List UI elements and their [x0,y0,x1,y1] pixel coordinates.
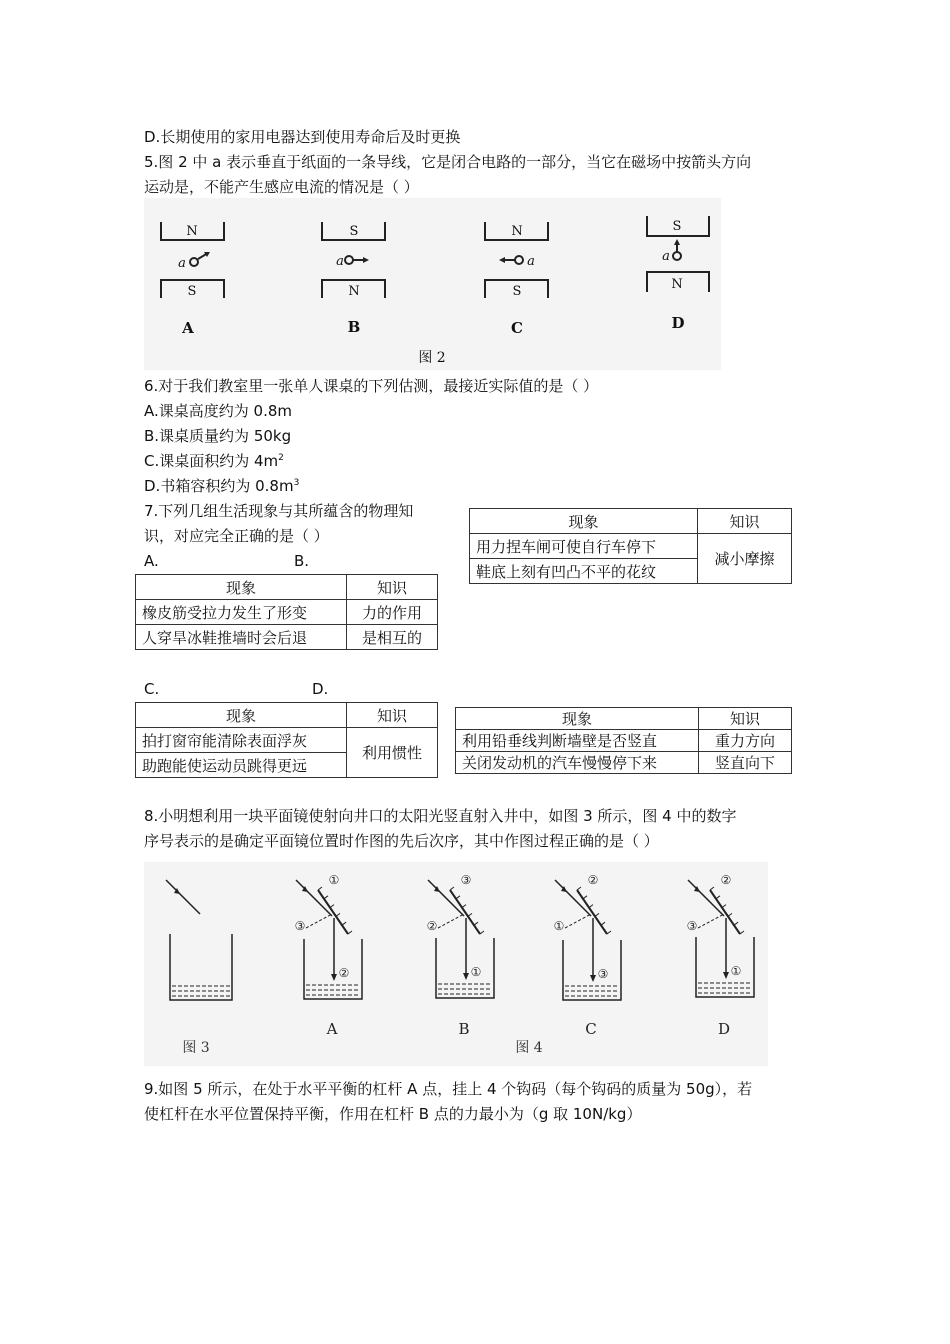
figure-4-svg [144,862,768,1066]
q6-option-a: A.课桌高度约为 0.8m [144,402,293,420]
fig4-step-label: ② [426,919,438,933]
table-c-header-phenomenon: 现象 [136,703,347,728]
fig4-step-label: ② [587,873,599,887]
fig4-mirror [318,890,348,934]
fig4-incident-ray [296,880,332,916]
q7-label-b: B. [294,552,310,570]
fig4-reflected-arrowhead [723,972,729,979]
table-d-knowledge-line1: 重力方向 [699,730,792,752]
fig4-reflected-arrowhead [590,975,596,982]
table-b-row-1: 用力捏车闸可使自行车停下 [470,534,698,559]
fig4-step-label: ① [470,965,482,979]
q6-stem: 6.对于我们教室里一张单人课桌的下列估测，最接近实际值的是（ ） [144,377,599,395]
figure-2-magnets [144,198,721,370]
fig4-mirror-hatch [456,896,460,899]
fig4-step-label: ③ [597,967,609,981]
fig4-mirror-hatch [468,913,472,916]
pole-bottom-a: S [187,284,197,299]
fig4-mirror-hatch [601,922,605,925]
fig4-step-label: ① [730,964,742,978]
q4-option-d: D.长期使用的家用电器达到使用寿命后及时更换 [144,128,461,146]
fig4-mirror-hatch [710,887,714,890]
fig4-normal [438,914,464,928]
fig4-mirror-hatch [740,931,744,934]
q7-table-b [469,508,792,584]
q7-stem-line1: 7.下列几组生活现象与其所蕴含的物理知 [144,502,414,520]
q8-stem-line1: 8.小明想利用一块平面镜使射向井口的太阳光竖直射入井中，如图 3 所示，图 4 中的数字 [144,807,737,825]
q5-stem-line1: 5.图 2 中 a 表示垂直于纸面的一条导线，它是闭合电路的一部分，当它在磁场中按箭头方向 [144,153,752,171]
pole-top-c: N [511,224,523,239]
fig4-incident-ray [428,880,464,916]
fig4-step-label: ③ [460,873,472,887]
fig4-mirror-hatch [342,922,346,925]
fig4-mirror-hatch [462,905,466,908]
figure-2-svg [144,198,721,370]
wire-b [345,256,353,264]
q7-table-a [135,574,438,650]
fig4-mirror-hatch [577,887,581,890]
q7-label-d: D. [312,680,329,698]
fig4-incident-ray [688,880,724,916]
fig4-normal [565,914,591,928]
wire-label-d: a [662,249,670,264]
figure-4-caption: 图 4 [515,1040,543,1056]
fig4-mirror-hatch [722,905,726,908]
fig4-panel-b [427,873,494,1038]
table-d-knowledge-line2: 竖直向下 [699,752,792,774]
table-b-header-knowledge: 知识 [698,509,792,534]
table-a-knowledge-line2: 是相互的 [347,625,438,650]
wire-label-c: a [527,254,535,269]
pole-bottom-c: S [512,284,522,299]
table-a-header-knowledge: 知识 [347,575,438,600]
table-c-row-1: 拍打窗帘能清除表面浮灰 [136,728,347,753]
fig4-step-label: ① [553,919,565,933]
pole-top-a: N [186,224,198,239]
figure-2-caption: 图 2 [418,350,446,366]
wire-c [515,256,523,264]
fig4-step-label: ③ [686,919,698,933]
fig4-panel-label: D [717,1020,731,1038]
q9-stem-line2: 使杠杆在水平位置保持平衡，作用在杠杆 B 点的力最小为（g 取 10N/kg） [144,1105,642,1123]
fig4-mirror-hatch [324,896,328,899]
wire-label-a: a [178,256,186,271]
wire-label-b: a [336,254,344,269]
table-d-header-phenomenon: 现象 [456,708,699,730]
wire-d [673,252,681,260]
q6-option-d-text: D.书箱容积约为 0.8m [144,477,294,495]
q7-stem-line2: 识，对应完全正确的是（ ） [144,527,329,545]
fig4-mirror [710,890,740,934]
fig4-mirror-hatch [716,896,720,899]
fig4-normal [698,914,724,928]
q7-label-a: A. [144,552,159,570]
fig4-reflected-arrowhead [331,974,337,981]
table-a-knowledge-line1: 力的作用 [347,600,438,625]
table-d-row-1: 利用铅垂线判断墙壁是否竖直 [456,730,699,752]
panel-label-c: C [511,319,523,337]
q9-stem-line1: 9.如图 5 所示，在处于水平平衡的杠杆 A 点，挂上 4 个钩码（每个钩码的质量为 50g），若 [144,1080,753,1098]
fig4-mirror-hatch [595,913,599,916]
q6-option-c-text: C.课桌面积约为 4m [144,452,279,470]
fig4-mirror-hatch [330,905,334,908]
table-a-row-1: 橡皮筋受拉力发生了形变 [136,600,347,625]
table-b-header-phenomenon: 现象 [470,509,698,534]
fig4-mirror [577,890,607,934]
fig4-panel-label: A [326,1020,338,1038]
panel-label-b: B [347,318,361,336]
figure-3-4-mirrors [144,862,768,1066]
fig4-mirror-hatch [734,922,738,925]
fig4-mirror-hatch [480,931,484,934]
q7-table-d [455,707,792,774]
fig4-mirror-hatch [607,931,611,934]
q6-option-c-sup: 2 [278,453,284,463]
fig4-mirror-hatch [318,887,322,890]
table-b-knowledge: 减小摩擦 [698,534,792,584]
fig4-step-label: ② [338,966,350,980]
fig4-panel-c [554,873,621,1038]
fig4-normal [306,914,332,928]
q6-option-c [144,451,284,471]
fig4-mirror-hatch [450,887,454,890]
fig4-mirror-hatch [728,913,732,916]
q7-label-c: C. [144,680,160,698]
panel-label-d: D [671,314,685,332]
fig4-mirror-hatch [474,922,478,925]
figure-3-caption: 图 3 [182,1040,210,1056]
fig4-step-label: ① [328,873,340,887]
table-c-row-2: 助跑能使运动员跳得更远 [136,753,347,778]
pole-top-b: S [349,224,359,239]
table-a-row-2: 人穿旱冰鞋推墙时会后退 [136,625,347,650]
fig4-panel-label: B [458,1020,470,1038]
fig4-panel-d [687,873,754,1038]
fig4-panel-a [295,873,362,1038]
q6-option-d [144,476,299,496]
fig4-mirror-hatch [348,931,352,934]
q8-stem-line2: 序号表示的是确定平面镜位置时作图的先后次序，其中作图过程正确的是（ ） [144,832,659,850]
fig4-step-label: ② [720,873,732,887]
fig4-mirror [450,890,480,934]
wire-a [190,258,198,266]
table-d-header-knowledge: 知识 [699,708,792,730]
table-c-knowledge: 利用惯性 [347,728,438,778]
table-b-row-2: 鞋底上刻有凹凸不平的花纹 [470,559,698,584]
fig4-mirror-hatch [336,913,340,916]
fig4-mirror-hatch [583,896,587,899]
q6-option-b: B.课桌质量约为 50kg [144,427,292,445]
fig4-panel-label: C [585,1020,597,1038]
table-a-header-phenomenon: 现象 [136,575,347,600]
pole-top-d: S [672,219,682,234]
table-c-header-knowledge: 知识 [347,703,438,728]
fig4-step-label: ③ [294,919,306,933]
q6-option-d-sup: 3 [293,478,300,488]
fig4-mirror-hatch [589,905,593,908]
fig4-incident-ray [555,880,591,916]
q5-stem-line2: 运动是，不能产生感应电流的情况是（ ） [144,178,419,196]
pole-bottom-b: N [348,284,360,299]
table-d-row-2: 关闭发动机的汽车慢慢停下来 [456,752,699,774]
q7-table-c [135,702,438,778]
fig4-reflected-arrowhead [463,973,469,980]
panel-label-a: A [182,319,194,337]
pole-bottom-d: N [671,277,683,292]
